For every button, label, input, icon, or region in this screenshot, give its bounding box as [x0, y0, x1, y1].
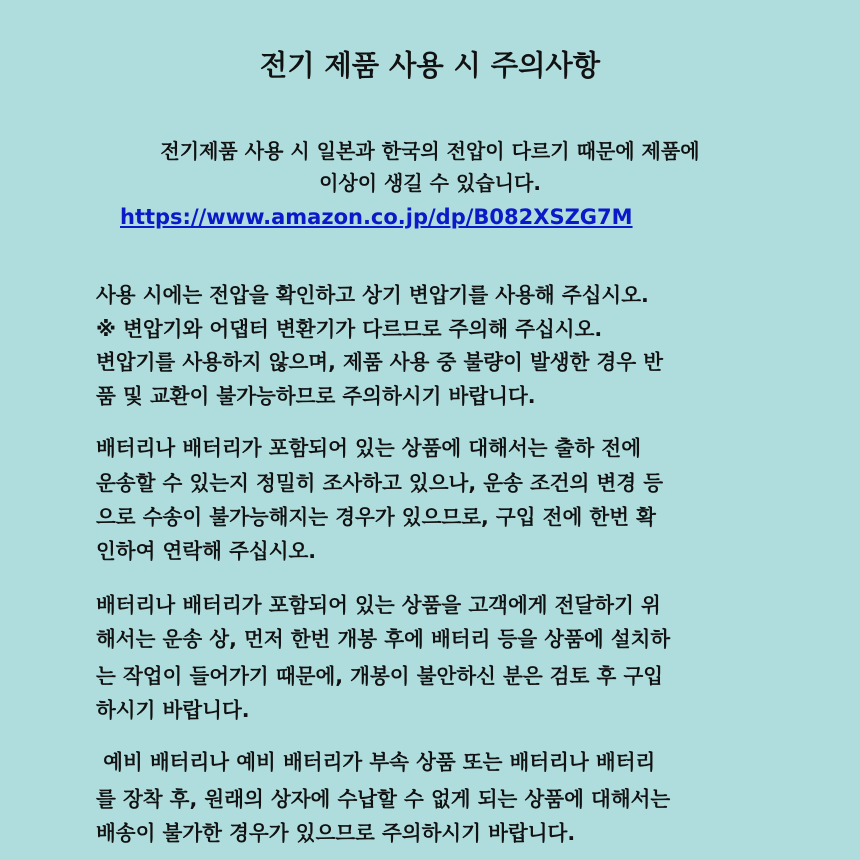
paragraph-1-line-1: 사용 시에는 전압을 확인하고 상기 변압기를 사용해 주십시오. [96, 283, 649, 307]
intro-line-1: 전기제품 사용 시 일본과 한국의 전압이 다르기 때문에 제품에 [160, 139, 700, 163]
paragraph-2-line-1: 배터리나 배터리가 포함되어 있는 상품에 대해서는 출하 전에 [96, 436, 642, 460]
product-link[interactable]: https://www.amazon.co.jp/dp/B082XSZG7M [120, 205, 633, 229]
paragraph-3-line-2: 해서는 운송 상, 먼저 한번 개봉 후에 배터리 등을 상품에 설치하 [96, 627, 671, 651]
paragraph-4-line-3: 배송이 불가한 경우가 있으므로 주의하시기 바랍니다. [96, 821, 576, 845]
page-title: 전기 제품 사용 시 주의사항 [259, 49, 601, 82]
intro-line-2: 이상이 생길 수 있습니다. [319, 171, 541, 195]
paragraph-1-line-2: ※ 변압기와 어댑터 변환기가 다르므로 주의해 주십시오. [96, 317, 603, 341]
paragraph-3-line-4: 하시기 바랍니다. [96, 698, 250, 722]
paragraph-3-line-1: 배터리나 배터리가 포함되어 있는 상품을 고객에게 전달하기 위 [96, 593, 661, 617]
paragraph-4-line-1: 예비 배터리나 예비 배터리가 부속 상품 또는 배터리나 배터리 [96, 750, 656, 774]
paragraph-2-line-4: 인하여 연락해 주십시오. [96, 539, 317, 563]
paragraph-3-line-3: 는 작업이 들어가기 때문에, 개봉이 불안하신 분은 검토 후 구입 [96, 664, 664, 688]
paragraph-2-line-3: 으로 수송이 불가능해지는 경우가 있으므로, 구입 전에 한번 확 [96, 505, 656, 529]
paragraph-1-line-3: 변압기를 사용하지 않으며, 제품 사용 중 불량이 발생한 경우 반 [96, 350, 664, 374]
paragraph-2-line-2: 운송할 수 있는지 정밀히 조사하고 있으나, 운송 조건의 변경 등 [96, 471, 664, 495]
paragraph-1-line-4: 품 및 교환이 불가능하므로 주의하시기 바랍니다. [96, 384, 536, 408]
paragraph-4-line-2: 를 장착 후, 원래의 상자에 수납할 수 없게 되는 상품에 대해서는 [96, 787, 671, 811]
